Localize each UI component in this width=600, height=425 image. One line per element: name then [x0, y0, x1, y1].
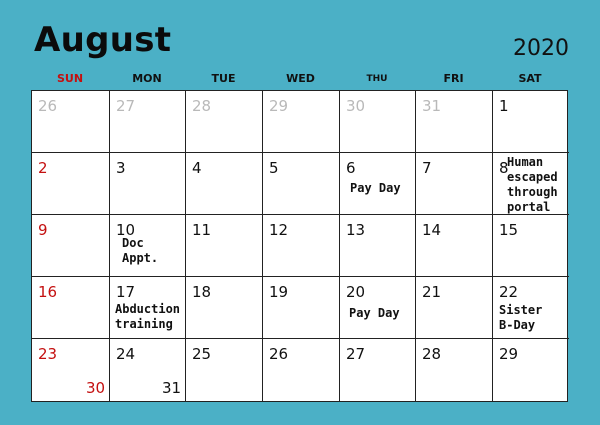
- day-cell[interactable]: [32, 215, 110, 277]
- day-cell[interactable]: [186, 277, 263, 339]
- day-number: 25: [192, 345, 212, 363]
- day-cell[interactable]: [340, 215, 416, 277]
- day-number: 23: [38, 345, 58, 363]
- event-note: Doc Appt.: [122, 236, 159, 265]
- weekday-sun: SUN: [56, 72, 84, 85]
- day-cell[interactable]: [416, 91, 493, 153]
- day-number: 18: [192, 283, 212, 301]
- weekday-wed: WED: [286, 72, 315, 85]
- day-cell[interactable]: [186, 215, 263, 277]
- day-number: 16: [38, 283, 58, 301]
- day-number: 28: [422, 345, 442, 363]
- day-number: 27: [346, 345, 366, 363]
- day-cell[interactable]: [493, 153, 569, 215]
- day-cell[interactable]: [340, 153, 416, 215]
- day-cell[interactable]: [32, 153, 110, 215]
- day-cell[interactable]: [263, 153, 340, 215]
- weekday-sat: SAT: [518, 72, 542, 85]
- day-number: 31: [422, 97, 442, 115]
- event-note: Sister B-Day: [499, 303, 543, 332]
- day-number: 29: [499, 345, 519, 363]
- day-number: 7: [422, 159, 432, 177]
- day-number: 8: [499, 159, 509, 177]
- day-number: 9: [38, 221, 48, 239]
- day-cell[interactable]: [416, 215, 493, 277]
- day-cell[interactable]: [110, 153, 186, 215]
- day-number: 21: [422, 283, 442, 301]
- day-cell[interactable]: [186, 153, 263, 215]
- day-number: 26: [269, 345, 289, 363]
- day-cell[interactable]: [416, 277, 493, 339]
- day-cell[interactable]: [340, 277, 416, 339]
- day-number: 17: [116, 283, 136, 301]
- day-number-secondary: 31: [162, 379, 182, 397]
- weekday-fri: FRI: [443, 72, 464, 85]
- weekday-tue: TUE: [211, 72, 236, 85]
- day-number: 12: [269, 221, 289, 239]
- event-note: Human escaped through portal: [507, 155, 558, 214]
- day-cell[interactable]: [110, 277, 186, 339]
- day-number: 10: [116, 221, 136, 239]
- day-number: 1: [499, 97, 509, 115]
- day-cell[interactable]: [186, 339, 263, 401]
- day-number: 5: [269, 159, 279, 177]
- event-note: Pay Day: [349, 306, 400, 320]
- day-number: 24: [116, 345, 136, 363]
- day-cell[interactable]: [493, 339, 569, 401]
- month-title: August: [34, 20, 172, 60]
- calendar-grid: [31, 90, 568, 402]
- day-cell[interactable]: [493, 277, 569, 339]
- day-number: 14: [422, 221, 442, 239]
- day-number: 26: [38, 97, 58, 115]
- day-number: 3: [116, 159, 126, 177]
- day-number: 4: [192, 159, 202, 177]
- day-cell[interactable]: [263, 277, 340, 339]
- day-cell[interactable]: [340, 339, 416, 401]
- day-number: 28: [192, 97, 212, 115]
- day-cell[interactable]: [263, 215, 340, 277]
- day-cell[interactable]: [32, 339, 110, 401]
- day-cell[interactable]: [186, 91, 263, 153]
- event-note: Pay Day: [350, 181, 401, 195]
- day-cell[interactable]: [110, 339, 186, 401]
- weekday-thu: THU: [366, 74, 388, 84]
- day-cell[interactable]: [263, 91, 340, 153]
- day-number: 29: [269, 97, 289, 115]
- day-cell[interactable]: [493, 215, 569, 277]
- day-number: 20: [346, 283, 366, 301]
- day-cell[interactable]: [416, 339, 493, 401]
- day-cell[interactable]: [493, 91, 569, 153]
- day-cell[interactable]: [110, 215, 186, 277]
- day-cell[interactable]: [263, 339, 340, 401]
- year-label: 2020: [513, 36, 569, 61]
- day-number: 13: [346, 221, 366, 239]
- day-number: 22: [499, 283, 519, 301]
- day-number: 6: [346, 159, 356, 177]
- day-number: 19: [269, 283, 289, 301]
- weekday-mon: MON: [132, 72, 162, 85]
- day-number: 15: [499, 221, 519, 239]
- day-cell[interactable]: [32, 277, 110, 339]
- day-cell[interactable]: [32, 91, 110, 153]
- day-number: 30: [346, 97, 366, 115]
- weekday-header-row: [31, 70, 568, 88]
- day-cell[interactable]: [340, 91, 416, 153]
- day-number: 11: [192, 221, 212, 239]
- day-cell[interactable]: [416, 153, 493, 215]
- day-number: 27: [116, 97, 136, 115]
- day-cell[interactable]: [110, 91, 186, 153]
- day-number-secondary: 30: [86, 379, 106, 397]
- event-note: Abduction training: [115, 302, 181, 331]
- day-number: 2: [38, 159, 48, 177]
